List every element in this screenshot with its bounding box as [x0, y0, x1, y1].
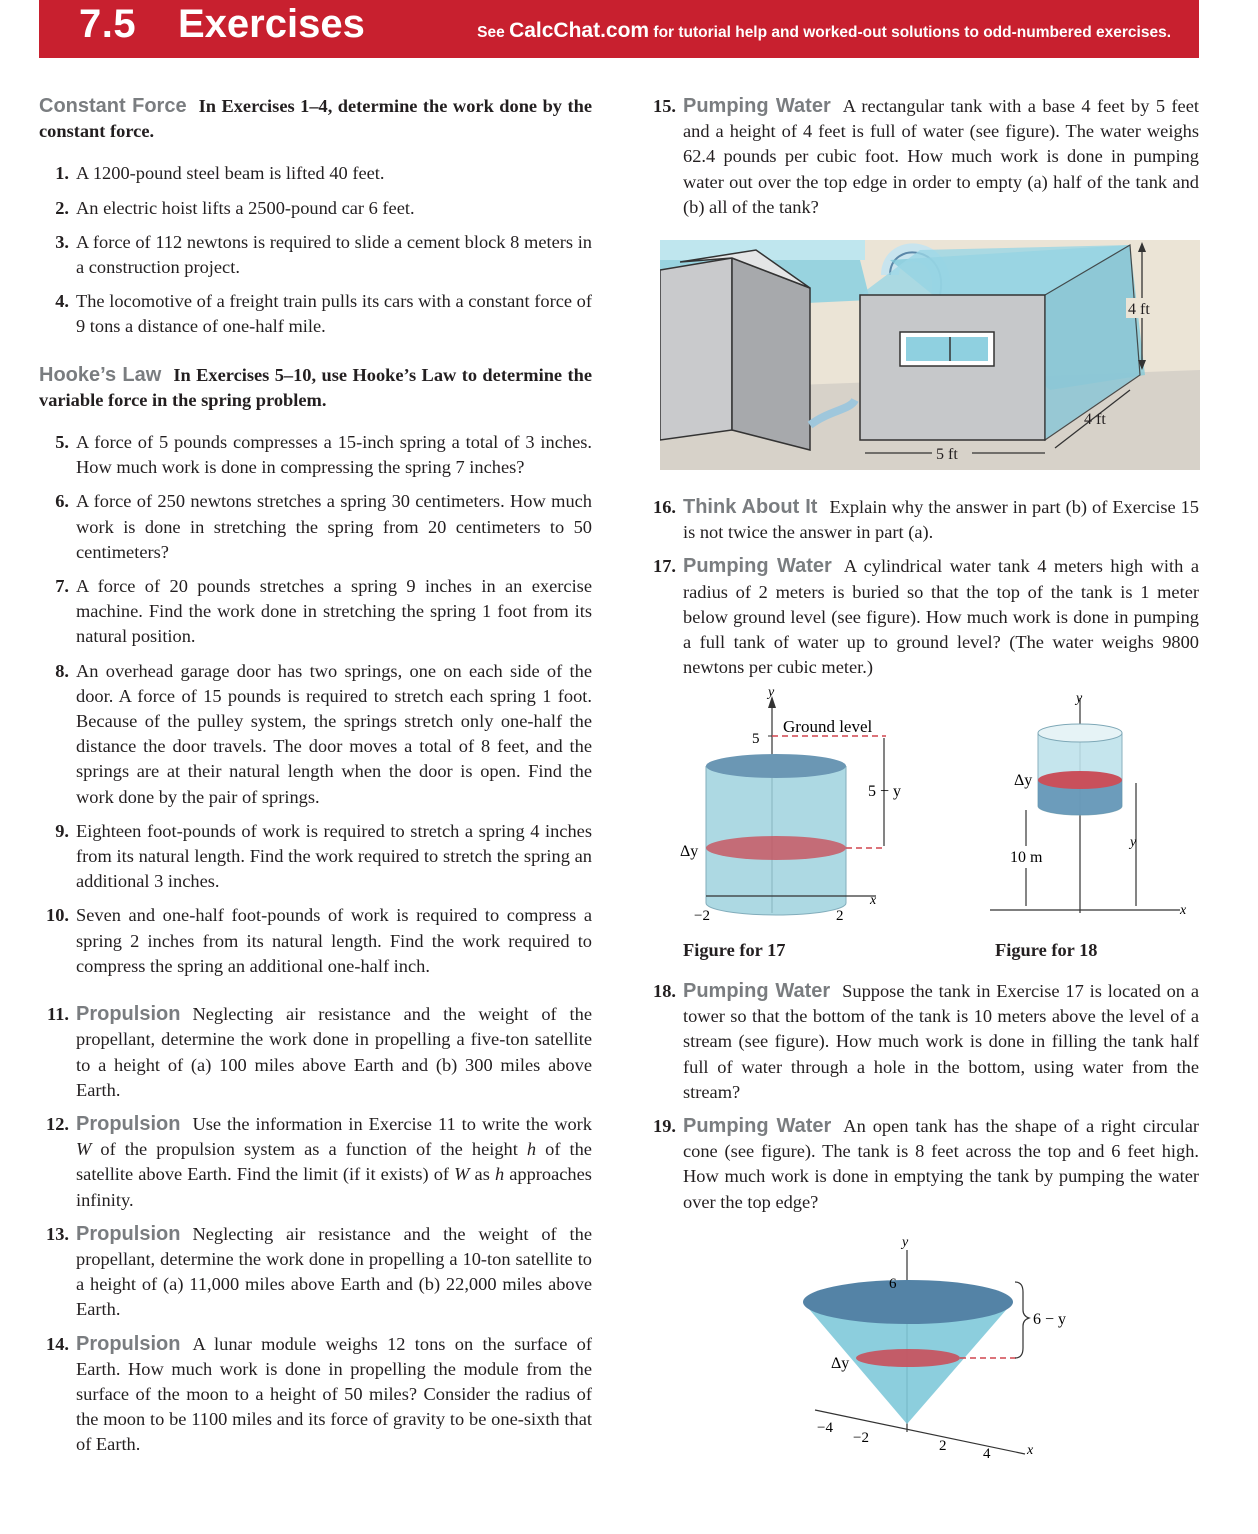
delta-y-label: Δy [680, 843, 699, 860]
exercise-11 [39, 1002, 592, 1103]
tick-label-neg2: −2 [694, 908, 710, 924]
variable-w: W [454, 1164, 470, 1185]
exercise-number: 18. [653, 981, 676, 1001]
exercise-title: Pumping Water [683, 95, 831, 117]
rectangular-tank-figure [660, 240, 1200, 470]
exercise-number: 14. [46, 1333, 69, 1354]
exercise-number: 19. [653, 1116, 676, 1137]
height-label: 4 ft [1128, 301, 1150, 318]
exercise-number: 9. [55, 820, 69, 841]
section-number: 7.5 [79, 2, 137, 46]
exercise-text: Eighteen foot-pounds of work is required to stretch a spring 4 inches from its natural length. Find the work required to stretch the spring an additional 3 inches. [76, 820, 592, 892]
tick-label-5: 5 [752, 731, 760, 747]
side-panel-outer [660, 258, 732, 440]
exercise-text: A rectangular tank with a base 4 feet by 5 feet and a height of 4 feet is full of water (see figure). The water weighs 62.4 pounds per cubic foot. How much work is done in pumping water out over the top edge in order to empty (a) half of the tank and (b) all of the tank? [683, 96, 1199, 217]
exercise-text: Neglecting air resistance and the weight of the propellant, determine the work done in propelling a five-ton satellite to a height of (a) 100 miles above Earth and (b) 300 miles above Earth. [76, 1004, 592, 1100]
y-axis-label: y [902, 1235, 909, 1250]
calcchat-link[interactable]: CalcChat.com [509, 19, 650, 42]
depth-label: 4 ft [1084, 411, 1106, 428]
exercise-number: 11. [47, 1004, 69, 1025]
delta-y-label: Δy [831, 1355, 850, 1372]
x-axis-label: x [870, 893, 877, 908]
side-panel-inner [732, 258, 810, 450]
exercise-text-part: Use the information in Exercise 11 to write the work [192, 1113, 592, 1134]
cylinder-top [706, 754, 846, 778]
section-instruction: In Exercises 5–10, use Hooke’s Law to determine the variable force in the spring problem. [39, 364, 593, 410]
water-slice [856, 1349, 960, 1367]
exercise-12 [39, 1112, 592, 1213]
exercise-text: Seven and one-half foot-pounds of work is required to compress a spring 2 inches from its natural length. Find the work required to compress the spring an additional one-half inch. [76, 905, 592, 976]
exercise-number: 3. [55, 231, 69, 252]
tick-label-neg4: −4 [817, 1420, 833, 1436]
exercise-title: Pumping Water [683, 1115, 832, 1138]
exercise-17 [646, 554, 1199, 680]
exercise-text-part: of the satellite above Earth. Find the limit (if it exists) of [76, 1139, 592, 1185]
exercise-19 [646, 1114, 1199, 1215]
six-minus-y-brace [1015, 1282, 1029, 1358]
front-window-glass [906, 337, 988, 361]
exercise-title: Propulsion [76, 1222, 181, 1245]
tick-label-neg2: −2 [853, 1430, 869, 1446]
calcchat-suffix: for tutorial help and worked-out solutions to odd-numbered exercises. [653, 24, 1171, 41]
exercise-text-part: of the propulsion system as a function of the height [100, 1139, 518, 1160]
tick-label-4: 4 [983, 1446, 991, 1462]
tick-label-2: 2 [836, 908, 844, 924]
x-axis-label: x [1180, 903, 1187, 918]
tick-label-6: 6 [889, 1276, 897, 1292]
section-instruction: In Exercises 1–4, determine the work done by the constant force. [39, 96, 592, 142]
exercise-title: Pumping Water [683, 555, 832, 578]
section-heading-label: Hooke’s Law [39, 363, 162, 386]
exercise-text-part: as [474, 1164, 490, 1185]
right-column-bottom [646, 979, 1199, 1224]
exercise-9 [39, 819, 592, 895]
exercise-18 [646, 979, 1199, 1105]
exercise-title: Propulsion [76, 1003, 181, 1026]
x-axis-label: x [1027, 1443, 1034, 1458]
exercise-text-part: approaches infinity. [76, 1164, 592, 1210]
right-column-top [646, 94, 1199, 229]
exercise-text: A force of 20 pounds stretches a spring 9 inches in an exercise machine. Find the work done in stretching the spring 1 foot from its natural position. [76, 576, 592, 647]
tick-label-2: 2 [939, 1438, 947, 1454]
exercise-16 [646, 495, 1199, 545]
exercise-number: 6. [55, 491, 69, 512]
constant-force-heading [39, 94, 592, 144]
exercise-text: A force of 112 newtons is required to slide a cement block 8 meters in a construction project. [76, 231, 592, 278]
exercise-number: 15. [653, 96, 676, 116]
tower-height-label: 10 m [1010, 849, 1043, 866]
exercise-5 [39, 430, 592, 480]
section-heading-label: Constant Force [39, 95, 187, 117]
right-column-middle [646, 495, 1199, 689]
variable-h: h [494, 1164, 505, 1185]
y-axis-label: y [1076, 691, 1083, 706]
calcchat-note [477, 19, 1171, 43]
exercise-number: 10. [46, 905, 69, 926]
hookes-law-heading [39, 363, 592, 413]
exercise-number: 16. [653, 497, 676, 517]
buried-cylinder-figure [676, 688, 906, 928]
exercise-text: An electric hoist lifts a 2500-pound car 6 feet. [76, 197, 415, 218]
exercise-text: A lunar module weighs 12 tons on the surface of Earth. How much work is done in propelling the module from the surface of the moon to a height of 50 miles? Consider the radius of the moon to be 1100 miles and its force of gravity to be one-sixth that of Earth. [76, 1333, 592, 1455]
exercise-2 [39, 196, 592, 221]
exercise-text: A force of 5 pounds compresses a 15-inch spring a total of 3 inches. How much work is done in compressing the spring 7 inches? [76, 432, 592, 478]
front-panel [860, 295, 1045, 440]
exercise-title: Propulsion [76, 1332, 181, 1355]
section-banner [39, 0, 1199, 58]
y-height-label: y [1130, 835, 1137, 850]
exercise-number: 4. [55, 291, 69, 312]
exercise-text: An open tank has the shape of a right circular cone (see figure). The tank is 8 feet across the top and 6 feet high. How much work is done in emptying the tank by pumping the water over the top edge? [683, 1116, 1199, 1212]
width-label: 5 ft [936, 446, 958, 463]
exercise-text: A cylindrical water tank 4 meters high with a radius of 2 meters is buried so that the top of the tank is 1 meter below ground level (see figure). How much work is done in pumping a full tank of water up to ground level? (The water weighs 9800 newtons per cubic meter.) [683, 556, 1199, 678]
five-minus-y-label: 5 − y [868, 783, 902, 800]
exercise-4 [39, 289, 592, 339]
left-column [39, 94, 592, 1467]
exercise-7 [39, 574, 592, 650]
section-title: Exercises [178, 2, 365, 46]
exercise-15 [646, 94, 1199, 220]
exercise-number: 1. [55, 163, 69, 184]
figure-18-caption: Figure for 18 [995, 940, 1098, 960]
tower-cylinder-figure [990, 688, 1200, 928]
exercise-14 [39, 1332, 592, 1458]
cone-tank-figure [795, 1232, 1085, 1462]
cylinder-top [1038, 724, 1122, 742]
exercise-text: Neglecting air resistance and the weight of the propellant, determine the work done in propelling a 10-ton satellite to a height of (a) 11,000 miles above Earth and (b) 22,000 miles above Earth. [76, 1223, 592, 1320]
exercise-number: 5. [55, 432, 69, 453]
ground-level-label: Ground level [783, 717, 873, 736]
exercise-13 [39, 1222, 592, 1323]
variable-w: W [76, 1139, 92, 1160]
variable-h: h [526, 1139, 537, 1160]
exercise-number: 2. [55, 197, 69, 218]
exercise-number: 7. [55, 576, 69, 597]
exercise-text: A force of 250 newtons stretches a spring 30 centimeters. How much work is done in stretching the spring from 20 centimeters to 50 centimeters? [76, 491, 592, 562]
exercise-10 [39, 903, 592, 979]
exercise-title: Propulsion [76, 1112, 181, 1135]
cone-top [803, 1280, 1013, 1324]
x-axis [815, 1410, 1025, 1454]
exercise-number: 12. [46, 1113, 69, 1134]
figure-17-caption: Figure for 17 [683, 940, 786, 960]
exercise-title: Think About It [683, 496, 818, 518]
y-axis-label: y [768, 688, 775, 700]
delta-y-label: Δy [1014, 772, 1033, 789]
calcchat-prefix: See [477, 24, 505, 41]
six-minus-y-label: 6 − y [1033, 1311, 1067, 1328]
water-slice [1038, 771, 1122, 789]
exercise-1 [39, 161, 592, 186]
exercise-3 [39, 230, 592, 280]
exercise-text: Explain why the answer in part (b) of Exercise 15 is not twice the answer in part (a). [683, 497, 1199, 543]
exercise-number: 8. [55, 660, 69, 681]
exercise-6 [39, 489, 592, 565]
water-slice [706, 836, 846, 860]
exercise-text: The locomotive of a freight train pulls its cars with a constant force of 9 tons a distance of one-half mile. [76, 291, 592, 337]
exercise-8 [39, 659, 592, 810]
exercise-title: Pumping Water [683, 980, 831, 1002]
exercise-text: An overhead garage door has two springs, one on each side of the door. A force of 15 pounds is required to stretch each spring 1 foot. Because of the pulley system, the springs stretch only one-half the distance the door travels. The door moves a total of 8 feet, and the springs are at their natural length when the door is open. Find the work done by the pair of springs. [76, 660, 592, 807]
exercise-text: Suppose the tank in Exercise 17 is located on a tower so that the bottom of the tank is 10 meters above the level of a stream (see figure). How much work is done in filling the tank half full of water through a hole in the bottom, using water from the stream? [683, 981, 1199, 1102]
exercise-text: A 1200-pound steel beam is lifted 40 feet. [76, 163, 385, 184]
exercise-number: 13. [46, 1223, 69, 1244]
exercise-number: 17. [653, 556, 676, 577]
